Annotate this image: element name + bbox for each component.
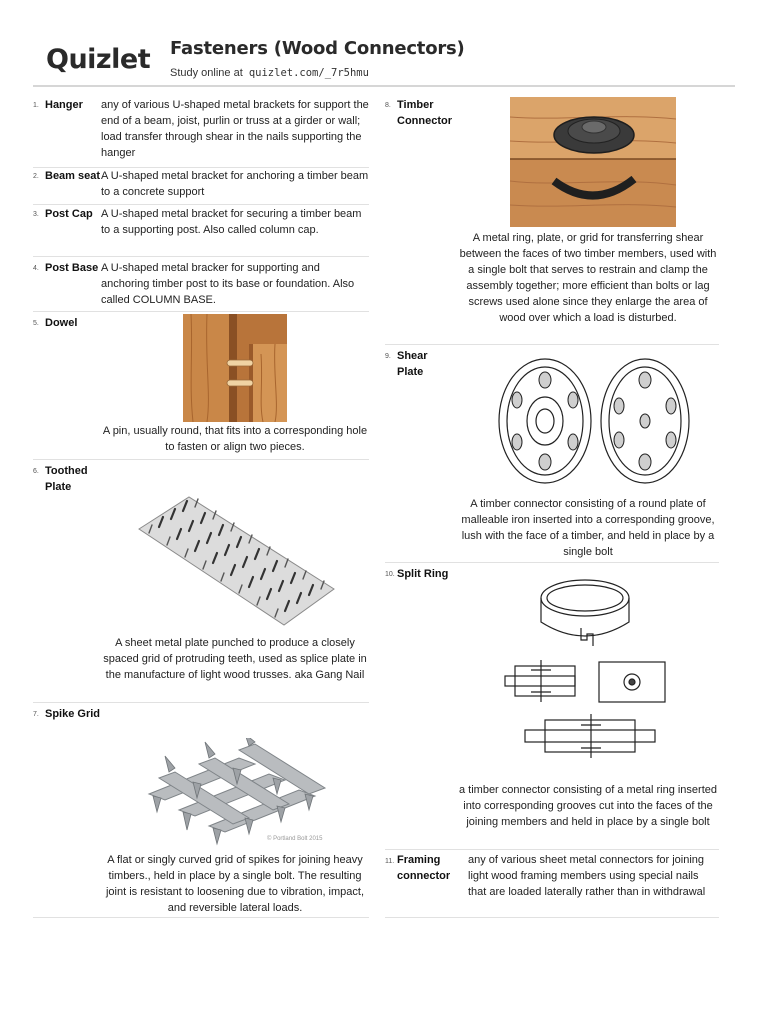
card-number: 7. bbox=[33, 711, 39, 718]
card-definition: A sheet metal plate punched to produce a closely spaced grid of protruding teeth, used as splice plate in the manufacture of light wood trusses. aka Gang Nail bbox=[103, 637, 367, 681]
card-beam-seat bbox=[33, 167, 369, 205]
card-number: 10. bbox=[385, 571, 395, 578]
study-url-link[interactable]: quizlet.com/_7r5hmu bbox=[248, 67, 369, 79]
card-definition: A timber connector consisting of a round plate of malleable iron inserted into a corresponding groove, lush with the face of a timber, and held in place by a single bolt bbox=[461, 498, 715, 558]
card-definition: A pin, usually round, that fits into a corresponding hole to fasten or align two pieces. bbox=[102, 425, 368, 453]
card-definition: any of various U-shaped metal brackets for support the end of a beam, joist, purlin or truss at a girder or wall; load transfer through shear in the nails supporting the hanger bbox=[101, 99, 369, 159]
split-ring-image bbox=[495, 570, 675, 770]
card-term: Spike Grid bbox=[45, 708, 101, 720]
card-term: Beam seat bbox=[45, 170, 101, 182]
page-header bbox=[0, 0, 768, 90]
card-number: 1. bbox=[33, 102, 39, 109]
card-number: 4. bbox=[33, 265, 39, 272]
card-definition: a timber connector consisting of a metal ring inserted into corresponding grooves cut into the faces of the joining members and held in place by a single bolt bbox=[458, 784, 718, 828]
timber-connector-image bbox=[510, 97, 676, 227]
shear-plate-image bbox=[495, 356, 695, 486]
card-dowel bbox=[33, 311, 369, 460]
card-split-ring bbox=[385, 562, 719, 850]
toothed-plate-image bbox=[129, 489, 339, 629]
card-number: 8. bbox=[385, 102, 391, 109]
card-toothed-plate bbox=[33, 459, 369, 703]
study-prefix: Study online at bbox=[170, 67, 243, 79]
card-shear-plate bbox=[385, 344, 719, 563]
card-definition: any of various sheet metal connectors for joining light wood framing members using special nails that are loaded laterally rather than in withdrawal bbox=[468, 854, 706, 898]
page-title: Fasteners (Wood Connectors) bbox=[170, 38, 465, 59]
card-number: 6. bbox=[33, 468, 39, 475]
study-online-line bbox=[170, 66, 369, 80]
spike-grid-image-caption: © Portland Bolt 2015 bbox=[267, 836, 323, 842]
dowel-image bbox=[183, 314, 287, 422]
card-term: Hanger bbox=[45, 99, 83, 111]
card-hanger bbox=[33, 97, 369, 168]
spike-grid-image bbox=[129, 738, 339, 848]
card-term: Split Ring bbox=[397, 568, 449, 580]
card-post-base bbox=[33, 256, 369, 312]
card-definition: A U-shaped metal bracker for supporting and anchoring timber post to its base or foundation. Also called COLUMN BASE. bbox=[101, 262, 355, 306]
card-term: Dowel bbox=[45, 317, 78, 329]
card-term: Framing connector bbox=[397, 854, 451, 882]
card-definition: A U-shaped metal bracket for anchoring a timber beam to a concrete support bbox=[101, 170, 369, 198]
card-term: Post Base bbox=[45, 262, 99, 274]
card-number: 11. bbox=[385, 858, 395, 865]
card-number: 3. bbox=[33, 211, 39, 218]
card-post-cap bbox=[33, 204, 369, 257]
card-definition: A U-shaped metal bracket for securing a timber beam to a supporting post. Also called column cap. bbox=[101, 208, 362, 236]
card-framing-connector bbox=[385, 849, 719, 918]
card-term: Timber Connector bbox=[397, 99, 452, 127]
card-definition: A flat or singly curved grid of spikes for joining heavy timbers., held in place by a single bolt. The resulting joint is resistant to loosening due to vibration, impact, and reversible lateral loads. bbox=[105, 854, 365, 914]
card-term: Toothed Plate bbox=[45, 465, 88, 493]
card-term: Shear Plate bbox=[397, 350, 428, 378]
card-number: 9. bbox=[385, 353, 391, 360]
card-number: 2. bbox=[33, 173, 39, 180]
card-definition: A metal ring, plate, or grid for transferring shear between the faces of two timber members, used with a single bolt that serves to restrain and clamp the assembly together; more efficient than bolts or lag screws used alone since they enlarge the area of wood over which a load is disturbed. bbox=[459, 232, 717, 324]
card-spike-grid bbox=[33, 702, 369, 918]
card-term: Post Cap bbox=[45, 208, 93, 220]
card-timber-connector bbox=[385, 97, 719, 345]
header-divider bbox=[33, 85, 735, 87]
card-number: 5. bbox=[33, 320, 39, 327]
quizlet-logo[interactable]: Quizlet bbox=[46, 44, 151, 75]
